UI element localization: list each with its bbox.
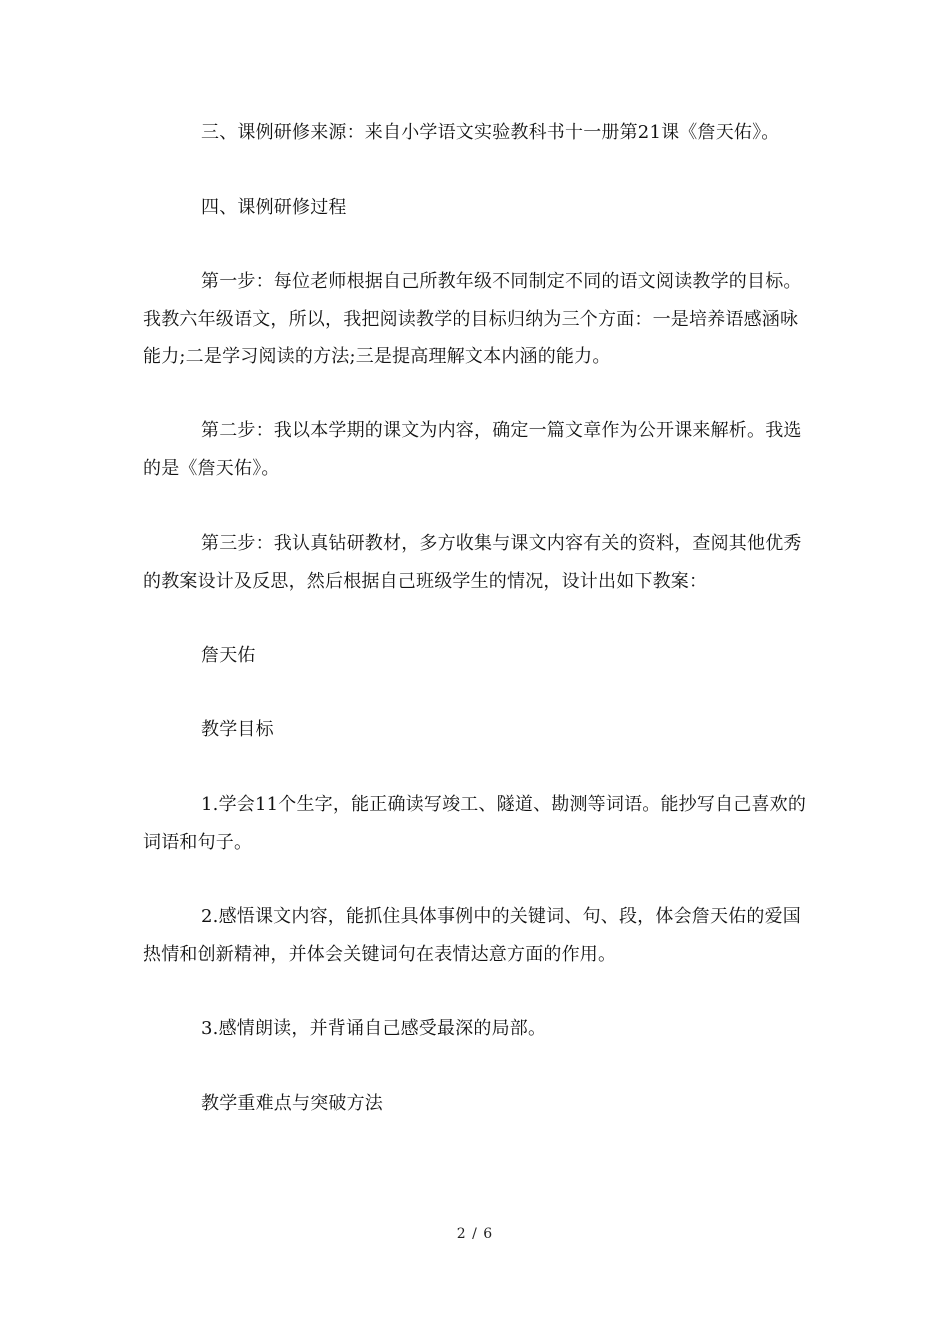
paragraph-step-three: 第三步：我认真钻研教材，多方收集与课文内容有关的资料，查阅其他优秀的教案设计及反思，然后根据自己班级学生的情况，设计出如下教案：	[143, 533, 802, 592]
goal-item-2: 2.感悟课文内容，能抓住具体事例中的关键词、句、段，体会詹天佑的爱国热情和创新精神，并体会关键词句在表情达意方面的作用。	[143, 906, 801, 965]
goal-item-3: 3.感情朗读，并背诵自己感受最深的局部。	[201, 1018, 547, 1039]
lesson-title: 詹天佑	[201, 645, 256, 666]
paragraph-source: 三、课例研修来源：来自小学语文实验教科书十一册第21课《詹天佑》。	[201, 122, 780, 143]
paragraph-step-two: 第二步：我以本学期的课文为内容，确定一篇文章作为公开课来解析。我选的是《詹天佑》。	[143, 420, 802, 479]
heading-process: 四、课例研修过程	[201, 197, 347, 218]
goal-item-1: 1.学会11个生字，能正确读写竣工、隧道、勘测等词语。能抄写自己喜欢的词语和句子。	[143, 794, 807, 853]
heading-key-points: 教学重难点与突破方法	[201, 1093, 383, 1114]
heading-teaching-goals: 教学目标	[201, 719, 274, 740]
page-number: 2 / 6	[456, 1226, 494, 1242]
paragraph-step-one: 第一步：每位老师根据自己所教年级不同制定不同的语文阅读教学的目标。我教六年级语文，所以，我把阅读教学的目标归纳为三个方面：一是培养语感涵咏能力;二是学习阅读的方法;三是提高理解文本内涵的能力。	[143, 271, 802, 367]
